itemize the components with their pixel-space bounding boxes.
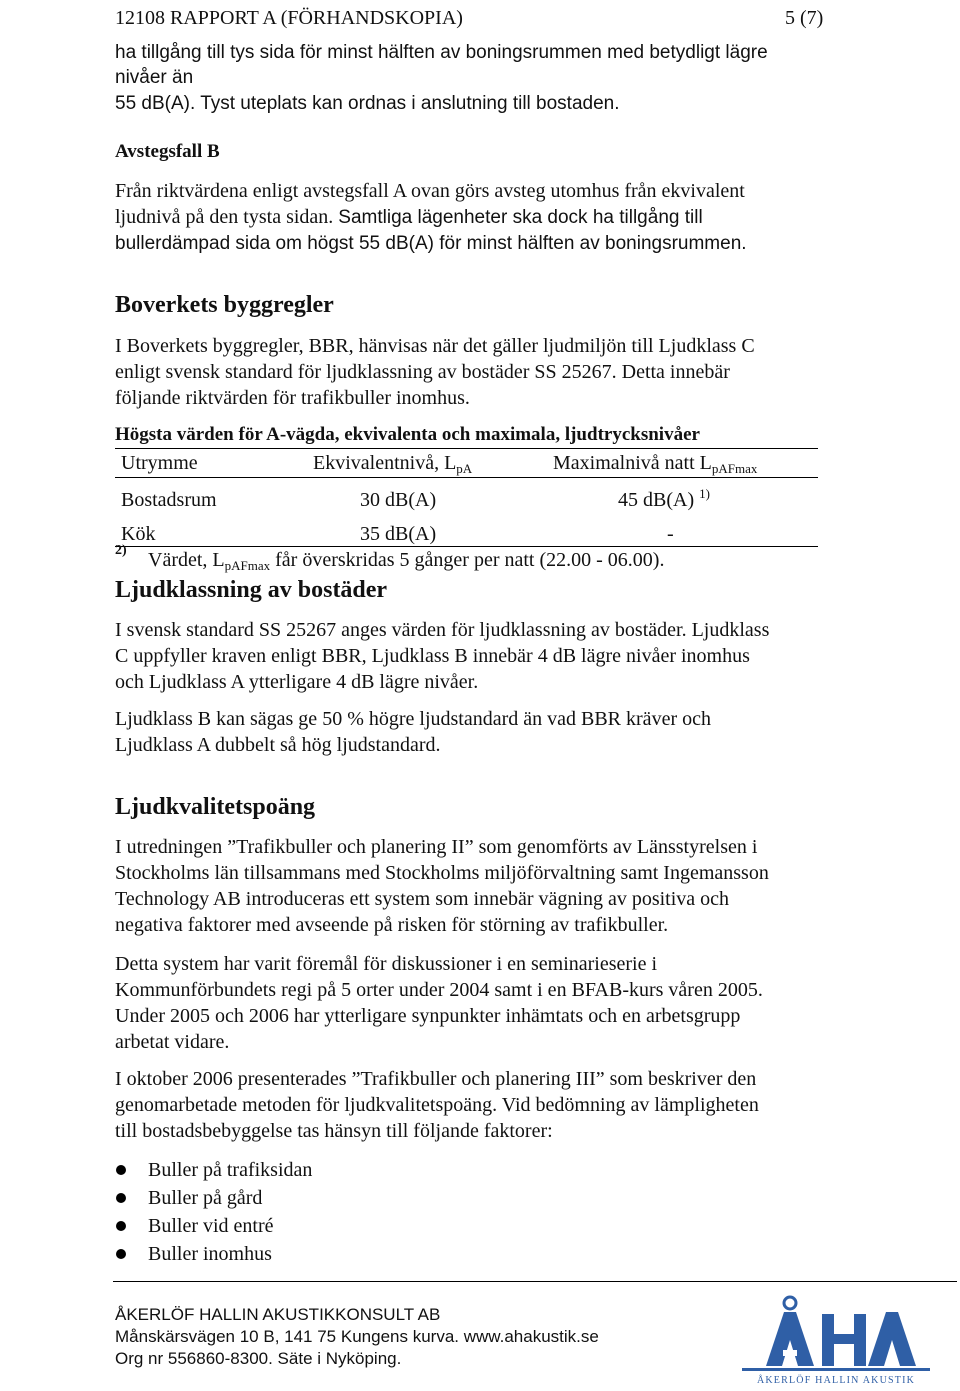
table-header-maximal [553,450,757,476]
section-heading-ljudkvalitet: Ljudkvalitetspoäng [115,794,316,820]
company-logo [736,1294,936,1386]
table-footnote [148,547,664,573]
footer-org: Org nr 556860-8300. Säte i Nyköping. [115,1349,402,1368]
bullet-icon [116,1249,126,1259]
body-line: C uppfyller kraven enligt BBR, Ljudklass B innebär 4 dB lägre nivåer inomhus [115,645,750,667]
body-line: Ljudklass A dubbelt så hög ljudstandard. [115,734,441,756]
body-line: Stockholms län tillsammans med Stockholms miljöförvaltning samt Ingemansson [115,862,769,884]
section-heading-boverket: Boverkets byggregler [115,292,334,318]
body-line [115,359,730,385]
section-heading-avstegsfall-b: Avstegsfall B [115,141,220,162]
body-text: ljudnivå på den tysta sidan. [115,206,334,228]
body-line: I svensk standard SS 25267 anges värden för ljudklassning av bostäder. Ljudklass [115,619,770,641]
page-number: 5 (7) [785,7,824,29]
body-line: I utredningen ”Trafikbuller och planering II” som genomförts av Länsstyrelsen i [115,836,758,858]
footer-address: Månskärsvägen 10 B, 141 75 Kungens kurva. www.ahakustik.se [115,1327,599,1346]
header-subscript: pA [456,461,473,476]
header-text: Ekvivalentnivå, L [313,452,457,474]
body-text: Samtliga lägenheter ska dock ha tillgång till [338,207,703,228]
body-line: Technology AB introduceras ett system som innebär vägning av positiva och [115,888,730,910]
body-line: bullerdämpad sida om högst 55 dB(A) för minst hälften av boningsrummen. [115,233,747,254]
body-line: arbetat vidare. [115,1031,230,1053]
body-text: enligt svensk standard för ljudklassning av bostäder SS 25267. [115,361,617,383]
body-line: Kommunförbundets regi på 5 orter under 2004 samt i en BFAB-kurs våren 2005. [115,979,763,1001]
body-line: Under 2005 och 2006 har ytterligare synpunkter inhämtats och en arbetsgrupp [115,1005,741,1027]
intro-line: nivåer än [115,67,194,88]
table-caption: Högsta värden för A-vägda, ekvivalenta och maximala, ljudtrycksnivåer [115,424,700,445]
table-cell-eq: 30 dB(A) [360,489,437,511]
table-header-ekvivalent [313,450,472,476]
body-line [115,204,703,231]
logo-text: ÅKERLÖF HALLIN AKUSTIK [756,1375,916,1386]
table-cell-max [618,487,710,513]
intro-line: ha tillgång till tys sida för minst hälften av boningsrummen med betydligt lägre [115,42,768,63]
intro-line: 55 dB(A). Tyst uteplats kan ordnas i anslutning till bostaden. [115,93,620,114]
body-line: Detta system har varit föremål för diskussioner i en seminarieserie i [115,953,658,975]
footer-company: ÅKERLÖF HALLIN AKUSTIKKONSULT AB [115,1305,441,1324]
header-subscript: pAFmax [711,461,758,476]
list-item: Buller vid entré [148,1215,274,1237]
list-item: Buller på gård [148,1187,263,1209]
cell-text: 45 dB(A) [618,489,695,511]
aha-logo-icon [736,1294,936,1386]
table-top-rule [115,448,818,449]
footnote-mark: 2) [115,543,127,558]
note-marker: 1) [699,486,710,501]
table-header-utrymme: Utrymme [121,452,198,474]
table-cell-room: Kök [121,523,156,545]
table-header-rule [115,477,818,478]
body-text: Detta innebär [621,361,730,383]
table-cell-max: - [667,523,674,545]
header-text: Maximalnivå natt L [553,452,712,474]
body-line: till bostadsbebyggelse tas hänsyn till följande faktorer: [115,1120,553,1142]
body-line: genomarbetade metoden för ljudkvalitetspoäng. Vid bedömning av lämpligheten [115,1094,759,1116]
footnote-text: Värdet, L [148,549,225,571]
bullet-icon [116,1193,126,1203]
body-line: Ljudklass B kan sägas ge 50 % högre ljudstandard än vad BBR kräver och [115,708,711,730]
page-header-title: 12108 RAPPORT A (FÖRHANDSKOPIA) [115,7,463,29]
body-line: Från riktvärdena enligt avstegsfall A ovan görs avsteg utomhus från ekvivalent [115,180,745,202]
bullet-icon [116,1165,126,1175]
list-item: Buller inomhus [148,1243,272,1265]
body-line: och Ljudklass A ytterligare 4 dB lägre nivåer. [115,671,479,693]
table-cell-eq: 35 dB(A) [360,523,437,545]
table-cell-room: Bostadsrum [121,489,217,511]
footnote-text: får överskridas 5 gånger per natt (22.00 - 06.00). [275,549,665,571]
section-heading-ljudklassning: Ljudklassning av bostäder [115,577,388,603]
body-line: I Boverkets byggregler, BBR, hänvisas när det gäller ljudmiljön till Ljudklass C [115,335,755,357]
bullet-icon [116,1221,126,1231]
body-line: följande riktvärden för trafikbuller inomhus. [115,387,470,409]
footer-rule [113,1281,957,1282]
list-item: Buller på trafiksidan [148,1159,313,1181]
body-line: negativa faktorer med avseende på risken för störning av trafikbuller. [115,914,669,936]
footnote-subscript: pAFmax [224,558,271,573]
body-line: I oktober 2006 presenterades ”Trafikbuller och planering III” som beskriver den [115,1068,757,1090]
